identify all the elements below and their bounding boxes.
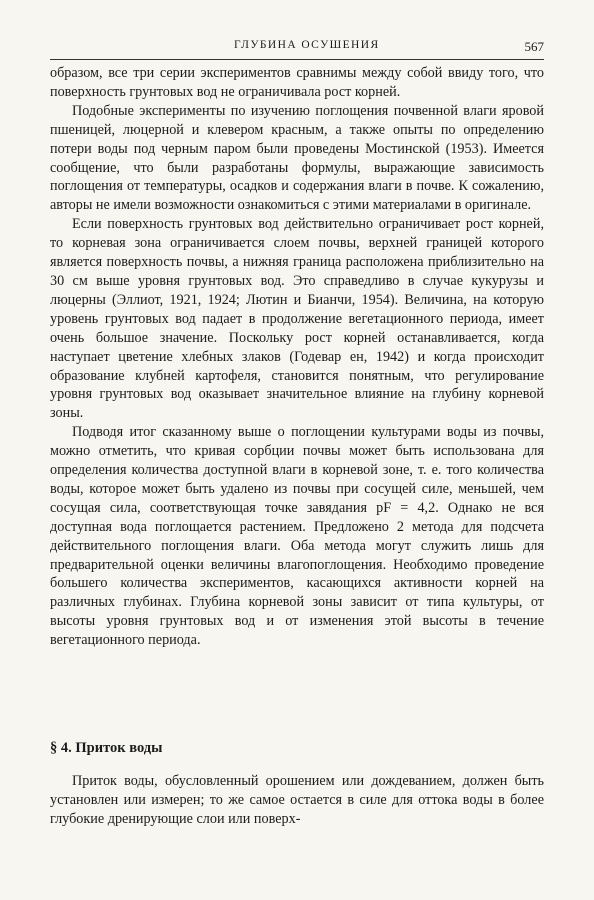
page-number: 567: [524, 39, 544, 54]
section-heading: § 4. Приток воды: [50, 740, 163, 756]
paragraph: образом, все три серии экспериментов сравнимы между собой ввиду того, что поверхность грунтовых вод не ограничивала рост корней.: [50, 65, 544, 100]
paragraph: Приток воды, обусловленный орошением или дождеванием, должен быть установлен или измерен; то же самое остается в силе для оттока воды в более глубокие дренирующие слои или поверх-: [50, 773, 544, 827]
paragraph: Подводя итог сказанному выше о поглощении культурами воды из почвы, можно отметить, что кривая сорбции почвы может быть использована для определения количества доступной влаги в корневой зоне, т. е. того количества воды, которое может быть удалено из почвы при сосущей силе, меньшей, чем сосущая сила, соответствующая точке завядания pF = 4,2. Однако не вся доступная вода поглощается растением. Предложено 2 метода для подсчета действительного поглощения влаги. Оба метода могут служить лишь для предварительной оценки величины влагопоглощения. Необходимо проведение большего количества экспериментов, касающихся активности корней на различных глубинах. Глубина корневой зоны зависит от типа культуры, от высоты уровня грунтовых вод и от изменения этой высоты в течение вегетационного периода.: [50, 424, 544, 649]
running-head: ГЛУБИНА ОСУШЕНИЯ: [234, 39, 380, 51]
paragraph: Подобные эксперименты по изучению поглощения почвенной влаги яровой пшеницей, люцерной и клевером красным, а также опыты по определению потери воды под черным паром были проведены Мостинской (1953). Имеется сообщение, что были разработаны формулы, выражающие зависимость поглощения от температуры, осадков и содержания влаги в почве. К сожалению, авторы не имели возможности ознакомиться с этими материалами в оригинале.: [50, 102, 544, 214]
page-header: [50, 39, 544, 61]
paragraph: Если поверхность грунтовых вод действительно ограничивает рост корней, то корневая зона ограничивается слоем почвы, верхней границей которого является поверхность почвы, а нижняя граница расположена приблизительно на 30 см выше уровня грунтовых вод. Это справедливо в случае кукурузы и люцерны (Эллиот, 1921, 1924; Лютин и Бианчи, 1954). Величина, на которую уровень грунтовых вод падает в продолжение вегетационного периода, имеет очень большое значение. Поскольку рост корней останавливается, когда наступает цветение хлебных злаков (Годевар ен, 1942) и когда происходит образование клубней картофеля, становится понятным, что регулирование уровня грунтовых вод оказывает значительное влияние на глубину корневой зоны.: [50, 216, 544, 422]
header-rule: [50, 59, 544, 60]
section-text: [50, 772, 544, 829]
main-text: [50, 64, 544, 650]
